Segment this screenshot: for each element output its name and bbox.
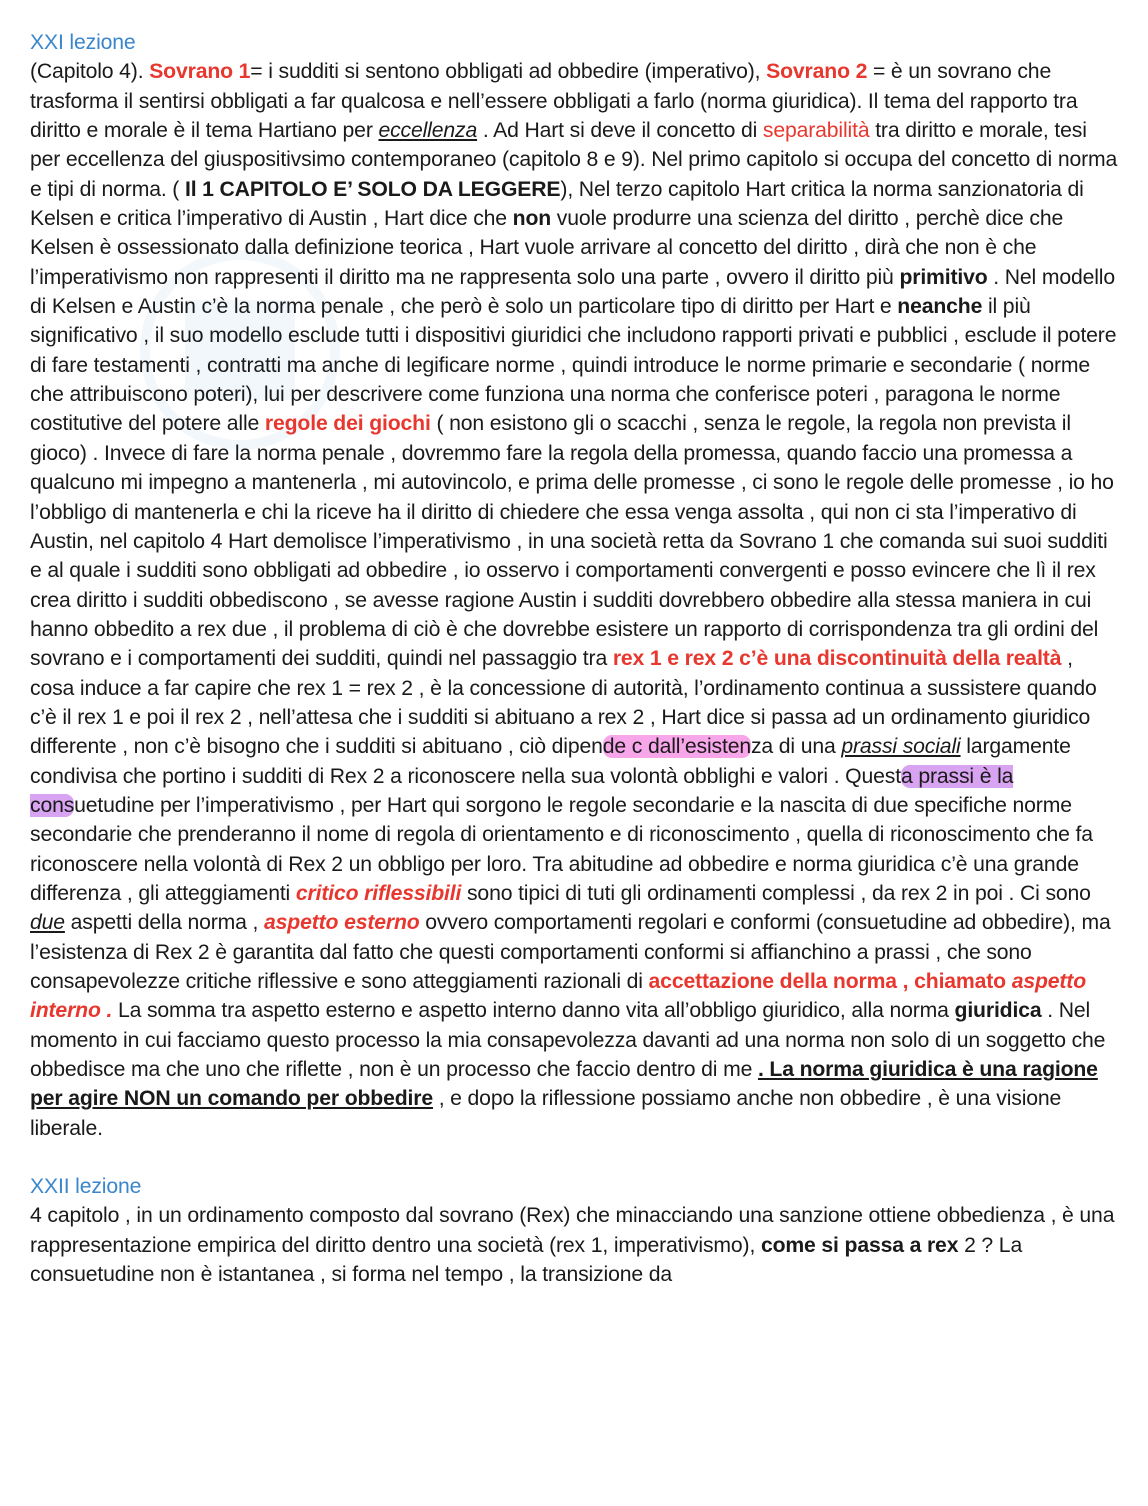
text-run: ovvero comportamenti regolari e conformi (consuetudine ad obbedire), ma l’esistenza di Rex 2 è garantita dal fatto che questi comportamenti conformi si affianchino a prassi , che sono consapevolezze critiche riflessive e sono atteggiamenti razionali di [30, 911, 1111, 993]
styled-text-run: aspetto esterno [264, 911, 420, 935]
text-run: vuole produrre una scienza del diritto , perchè dice che Kelsen è ossessionato dalla definizione teorica , Hart vuole arrivare al concetto del diritto , dirà che non è che l’imperativismo non rappresenti il diritto ma ne rappresenta solo una parte , ovvero il diritto più [30, 207, 1064, 289]
text-run: 4 capitolo , in un ordinamento composto dal sovrano (Rex) che minacciando una sanzione ottiene obbedienza , è una rappresentazione empirica del diritto dentro una società (rex 1, imperativismo), [30, 1204, 1115, 1257]
text-run: . Nel modello di Kelsen e Austin c’è la norma penale , che però è solo un particolare tipo di diritto per Hart e [30, 265, 1115, 319]
styled-text-run: a prassi è la cons [30, 764, 1014, 817]
lesson-heading-xxii: XXII lezione [30, 1175, 142, 1199]
text-run: sono tipici di tuti gli ordinamenti complessi , da rex 2 in poi . Ci sono [461, 881, 1091, 905]
text-run: = i sudditi si sentono obbligati ad obbedire (imperativo), [250, 60, 767, 84]
lesson-heading-xxi: XXI lezione [30, 31, 136, 54]
styled-text-run: giuridica [954, 999, 1042, 1023]
text-run: La somma tra aspetto esterno e aspetto interno danno vita all’obbligo giuridico, alla norma [112, 999, 955, 1023]
styled-text-run: prassi sociali [841, 735, 961, 759]
section-spacer [30, 1143, 1120, 1172]
lesson-paragraph-xxii [30, 1201, 1120, 1289]
styled-text-run: come si passa a rex [760, 1233, 959, 1257]
styled-text-run: due [30, 911, 65, 935]
styled-text-run: Sovrano 2 [766, 60, 868, 84]
text-run: za di una [750, 735, 842, 759]
styled-text-run: Sovrano 1 [149, 60, 251, 84]
text-run: largamente condivisa che portino i sudditi di Rex 2 a riconoscere nella sua volontà obblighi e valori . Quest [30, 735, 1071, 788]
text-run: , cosa induce a far capire che rex 1 = rex 2 , è la concessione di autorità, l’ordinamento continua a sussistere quando c’è il rex 1 e poi il rex 2 , nell’attesa che i sudditi si abituano a rex 2 , Hart dice si passa ad un ordinamento giuridico differente , non c’è bisogno che i sudditi si abituano , ciò dipen [30, 647, 1097, 759]
styled-text-run: non [512, 207, 552, 231]
text-run: il più significativo , il suo modello esclude tutti i dispositivi giuridici che includono rapporti privati e pubblici , esclude il potere di fare testamenti , contratti ma anche di legificare norme , quindi introduce le norme primarie e secondarie ( norme che attribuiscono poteri), lui per descrivere come funziona una norma che conferisce poteri , paragona le norme costitutive del potere alle [30, 295, 1117, 436]
text-run: aspetti della norma , [64, 911, 265, 935]
text-run: tra diritto e morale, tesi per eccellenza del giuspositivsimo contemporaneo (capitolo 8 e 9). Nel primo capitolo si occupa del concetto di norma e tipi di norma. ( [30, 119, 1118, 201]
text-run: ), Nel terzo capitolo Hart critica la norma sanzionatoria di Kelsen e critica l’imperativo di Austin , Hart dice che [30, 177, 1084, 231]
styled-text-run: critico riflessibili [295, 881, 462, 905]
styled-text-run: eccellenza [378, 119, 478, 143]
text-run: uetudine per l’imperativismo , per Hart qui sorgono le regole secondarie e la nascita di due specifiche norme secondarie che prenderanno il nome di regola di orientamento e di riconoscimento , quella di riconoscimento che fa riconoscere nella volontà di Rex 2 un obbligo per loro. Tra abitudine ad obbedire e norma giuridica c’è una grande differenza , gli atteggiamenti [30, 793, 1093, 905]
styled-text-run: aspetto interno . [30, 970, 1086, 1023]
styled-text-run: de c dall’esisten [602, 735, 751, 759]
text-run: . Nel momento in cui facciamo questo processo la mia consapevolezza davanti ad una norma non solo di un soggetto che obbedisce ma che uno che riflette , non è un processo che faccio dentro di me [30, 999, 1106, 1082]
text-run: 2 ? La consuetudine non è istantanea , si forma nel tempo , la transizione da [30, 1233, 1023, 1287]
styled-text-run: separabilità [762, 119, 870, 143]
styled-text-run: . La norma giuridica è una ragione per agire NON un comando per obbedire [30, 1058, 1098, 1111]
styled-text-run: Il 1 CAPITOLO E’ SOLO DA LEGGERE [184, 177, 561, 201]
text-run: (Capitolo 4). [30, 60, 150, 84]
text-run: ( non esistono gli o scacchi , senza le regole, la regola non prevista il gioco) . Invece di fare la norma penale , dovremmo fare la regola della promessa, quando faccio una promessa a qualcuno mi impegno a mantenerla , mi autovincolo, e prima delle promesse , ci sono le regole delle promesse , io ho l’obbligo di mantenerla e chi la riceve ha il diritto di chiedere che essa venga assolta , qui non ci sta l’imperativo di Austin, nel capitolo 4 Hart demolisce l’imperativismo , in una società retta da Sovrano 1 che comanda sui suoi sudditi e al quale i sudditi sono obbligati ad obbedire , io osservo i comportamenti convergenti e posso evincere che lì il rex crea diritto i sudditi obbediscono , se avesse ragione Austin i sudditi dovrebbero obbedire alla stessa maniera in cui hanno obbedito a rex due , il problema di ciò è che dovrebbe esistere un rapporto di corrispondenza tra gli ordini del sovrano e i comportamenti dei sudditi, quindi nel passaggio tra [30, 412, 1114, 671]
styled-text-run: rex 1 e rex 2 c’è una discontinuità della realtà [612, 647, 1062, 671]
lesson-paragraph-xxi [30, 57, 1120, 1143]
styled-text-run: accettazione della norma , chiamato [648, 970, 1012, 993]
styled-text-run: regole dei giochi [264, 412, 431, 436]
document-page [30, 28, 1120, 1289]
text-run: = è un sovrano che trasforma il sentirsi obbligati a far qualcosa e nell’essere obbligati a farlo (norma giuridica). Il tema del rapporto tra diritto e morale è il tema Hartiano per [30, 60, 1078, 143]
text-run: . Ad Hart si deve il concetto di [477, 119, 763, 143]
styled-text-run: primitivo [899, 265, 988, 289]
styled-text-run: neanche [897, 295, 983, 319]
text-run: , e dopo la riflessione possiamo anche non obbedire , è una visione liberale. [30, 1087, 1062, 1140]
